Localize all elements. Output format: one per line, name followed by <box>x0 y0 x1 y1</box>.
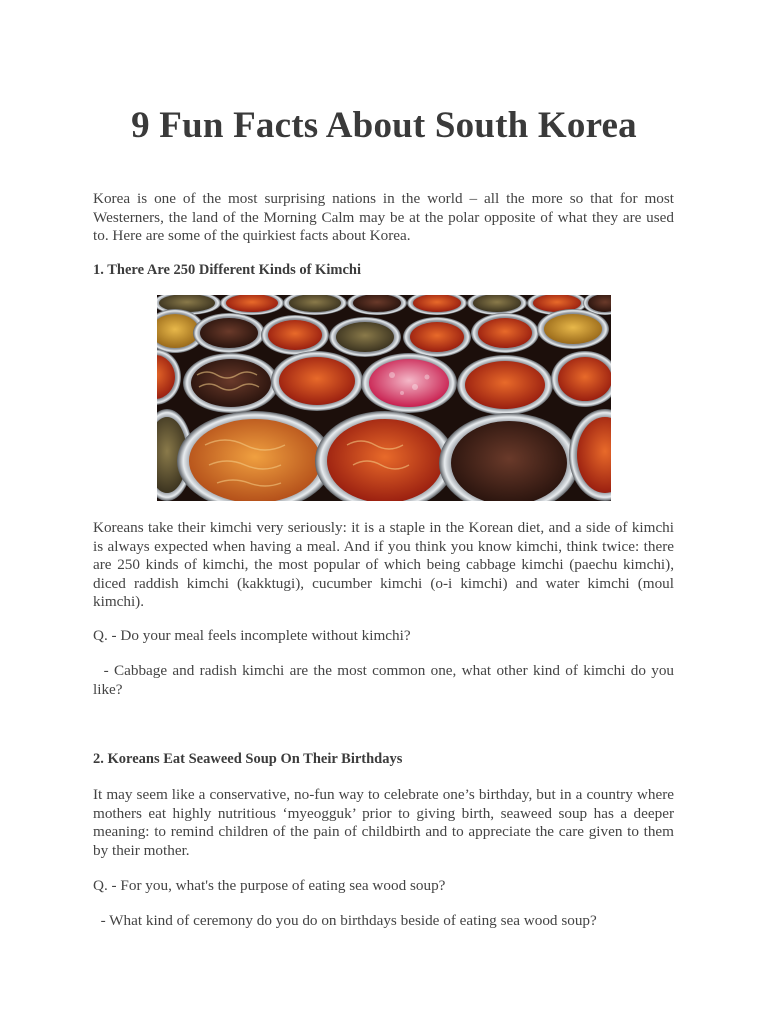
intro-paragraph: Korea is one of the most surprising nations in the world – all the more so that for most Westerners, the land of the Morning Calm may be at the polar opposite of what they are used to. Here are some of the quirkiest facts about Korea. <box>93 190 674 244</box>
section-1-body: Koreans take their kimchi very seriously: it is a staple in the Korean diet, and a side of kimchi is always expected when having a meal. And if you think you know kimchi, think twice: there are 250 kinds of kimchi, the most popular of which being cabbage kimchi (paechu kimchi), diced raddish kimchi (kakktugi), cucumber kimchi (o-i kimchi) and water kimchi (moul kimchi). <box>93 519 674 610</box>
section-1-question: Q. - Do your meal feels incomplete without kimchi? <box>93 627 411 644</box>
section-1-heading: 1. There Are 250 Different Kinds of Kimchi <box>93 262 361 278</box>
section-2-question: Q. - For you, what's the purpose of eating sea wood soup? <box>93 877 446 894</box>
section-1-followup: - Cabbage and radish kimchi are the most common one, what other kind of kimchi do you like? <box>93 662 678 698</box>
section-2-body: It may seem like a conservative, no-fun way to celebrate one’s birthday, but in a country where mothers eat highly nutritious ‘myeogguk’ prior to giving birth, seaweed soup has a deeper meaning: to remind children of the pain of childbirth and to appreciate the care given to them by their mother. <box>93 786 674 859</box>
kimchi-bowls-illustration <box>157 295 611 501</box>
kimchi-bowls-photo <box>157 295 611 501</box>
page-title: 9 Fun Facts About South Korea <box>131 105 637 146</box>
section-2-heading: 2. Koreans Eat Seaweed Soup On Their Birthdays <box>93 751 403 767</box>
section-2-followup: - What kind of ceremony do you do on birthdays beside of eating sea wood soup? <box>93 912 597 929</box>
